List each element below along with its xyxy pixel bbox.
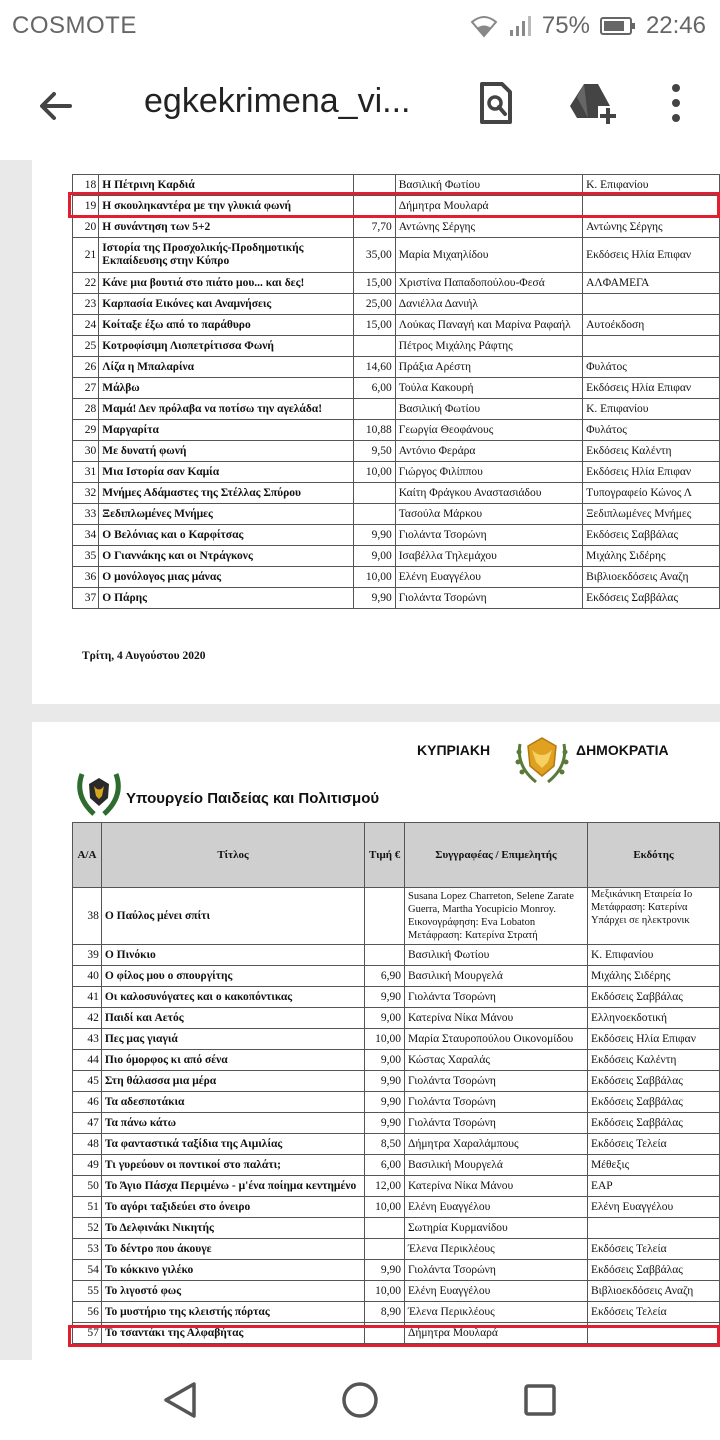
cell-title: Το τσαντάκι της Αλφαβήτας xyxy=(101,1323,364,1344)
header-publisher: Εκδότης xyxy=(587,823,719,888)
cell-title: Ο Παύλος μένει σπίτι xyxy=(101,888,364,945)
cell-publisher: Εκδόσεις Σαββάλας xyxy=(587,1092,719,1113)
cell-title: Η Πέτρινη Καρδιά xyxy=(99,175,354,196)
cell-price: 9,90 xyxy=(354,588,395,609)
highlight-box-row-57 xyxy=(68,1325,720,1347)
cell-publisher: Εκδόσεις Τελεία xyxy=(587,1239,719,1260)
more-options-icon[interactable] xyxy=(664,80,688,126)
cell-author: Κατερίνα Νίκα Μάνου xyxy=(404,1176,587,1197)
cell-price: 10,00 xyxy=(365,1281,405,1302)
cell-num: 27 xyxy=(73,378,99,399)
cell-publisher: Ελληνοεκδοτική xyxy=(587,1008,719,1029)
cell-price: 15,00 xyxy=(354,273,395,294)
cell-author: Γιολάντα Τσορώνη xyxy=(395,588,582,609)
cell-num: 38 xyxy=(73,888,102,945)
cell-price: 10,00 xyxy=(354,567,395,588)
cell-price: 6,00 xyxy=(365,1155,405,1176)
cell-num: 33 xyxy=(73,504,99,525)
cell-publisher: Εκδόσεις Σαββάλας xyxy=(587,987,719,1008)
cell-author: Γιολάντα Τσορώνη xyxy=(395,525,582,546)
cell-price xyxy=(354,336,395,357)
table-row xyxy=(73,315,720,336)
cell-price xyxy=(365,945,405,966)
table-row xyxy=(73,1218,720,1239)
cell-num: 35 xyxy=(73,546,99,567)
cell-price: 8,90 xyxy=(365,1302,405,1323)
cell-publisher: Εκδόσεις Σαββάλας xyxy=(587,1260,719,1281)
table-row xyxy=(73,238,720,273)
cell-title: Το λιγοστό φως xyxy=(101,1281,364,1302)
cell-publisher: Φυλάτος xyxy=(583,357,720,378)
cell-title: Ο Βελόνιας και ο Καρφίτσας xyxy=(99,525,354,546)
table-row xyxy=(73,1029,720,1050)
cell-num: 21 xyxy=(73,238,99,273)
table-row xyxy=(73,1050,720,1071)
header-aa: Α/Α xyxy=(73,823,102,888)
cell-num: 52 xyxy=(73,1218,102,1239)
cell-author: Ισαβέλλα Τηλεμάχου xyxy=(395,546,582,567)
cell-publisher: Ελένη Ευαγγέλου xyxy=(587,1197,719,1218)
table-row xyxy=(73,1302,720,1323)
cell-title: Κοτροφίσιμη Λιοπετρίτισσα Φωνή xyxy=(99,336,354,357)
books-table-page-1 xyxy=(72,174,720,609)
cell-price: 10,00 xyxy=(365,1029,405,1050)
cell-author: Γιολάντα Τσορώνη xyxy=(404,1260,587,1281)
wifi-icon xyxy=(470,14,498,38)
cell-publisher: Εκδόσεις Ηλία Επιφαν xyxy=(583,462,720,483)
cell-author: Χριστίνα Παπαδοπούλου-Φεσά xyxy=(395,273,582,294)
cell-num: 45 xyxy=(73,1071,102,1092)
table-row xyxy=(73,420,720,441)
cell-publisher: Μεξικάνικη Εταιρεία Ιο Μετάφραση: Κατερίνα Υπάρχει σε ηλεκτρονικ xyxy=(587,888,719,945)
cell-title: Η σκουληκαντέρα με την γλυκιά φωνή xyxy=(99,196,354,217)
cell-title: Πες μας γιαγιά xyxy=(101,1029,364,1050)
find-in-page-icon[interactable] xyxy=(476,80,516,126)
cell-title: Ξεδιπλωμένες Μνήμες xyxy=(99,504,354,525)
document-date: Τρίτη, 4 Αυγούστου 2020 xyxy=(82,650,206,662)
cell-num: 54 xyxy=(73,1260,102,1281)
cell-num: 43 xyxy=(73,1029,102,1050)
table-row xyxy=(73,483,720,504)
cell-num: 31 xyxy=(73,462,99,483)
cell-price: 9,90 xyxy=(354,525,395,546)
nav-back-icon[interactable] xyxy=(160,1380,200,1420)
cell-publisher: Εκδόσεις Ηλία Επιφαν xyxy=(583,378,720,399)
clock: 22:46 xyxy=(645,12,706,39)
table-row xyxy=(73,1155,720,1176)
cell-num: 29 xyxy=(73,420,99,441)
signal-icon xyxy=(508,14,532,38)
header-kypriaki: ΚΥΠΡΙΑΚΗ xyxy=(417,742,491,758)
system-navigation-bar xyxy=(0,1360,720,1440)
cell-author: Susana Lopez Charreton, Selene Zarate Guerra, Martha Yocupicio Monroy. Εικονογράφηση: Eva Lobaton Μετάφραση: Κατερίνα Στρατή xyxy=(404,888,587,945)
cell-publisher: Μέθεξις xyxy=(587,1155,719,1176)
cell-author: Κατερίνα Νίκα Μάνου xyxy=(404,1008,587,1029)
cell-author: Βασιλική Φωτίου xyxy=(395,399,582,420)
cell-num: 50 xyxy=(73,1176,102,1197)
table-row xyxy=(73,399,720,420)
cell-price: 7,70 xyxy=(354,217,395,238)
cell-author: Μαρία Σταυροπούλου Οικονομίδου xyxy=(404,1029,587,1050)
cell-price: 9,00 xyxy=(365,1008,405,1029)
table-row xyxy=(73,273,720,294)
carrier-name: COSMOTE xyxy=(12,12,137,39)
table-row xyxy=(73,504,720,525)
cell-num: 56 xyxy=(73,1302,102,1323)
cell-price: 10,88 xyxy=(354,420,395,441)
table-row xyxy=(73,462,720,483)
cell-title: Λίζα η Μπαλαρίνα xyxy=(99,357,354,378)
cell-publisher: Αυτοέκδοση xyxy=(583,315,720,336)
cell-title: Το μυστήριο της κλειστής πόρτας xyxy=(101,1302,364,1323)
table-row xyxy=(73,441,720,462)
cell-author: Ελένη Ευαγγέλου xyxy=(395,567,582,588)
cell-author: Γιώργος Φιλίππου xyxy=(395,462,582,483)
cell-title: Τι γυρεύουν οι ποντικοί στο παλάτι; xyxy=(101,1155,364,1176)
cell-num: 22 xyxy=(73,273,99,294)
cell-author: Βασιλική Φωτίου xyxy=(395,175,582,196)
table-row xyxy=(73,546,720,567)
cell-author: Καίτη Φράγκου Αναστασιάδου xyxy=(395,483,582,504)
cell-num: 37 xyxy=(73,588,99,609)
cell-title: Το Άγιο Πάσχα Περιμένω - μ'ένα ποίημα κεντημένο xyxy=(101,1176,364,1197)
table-row xyxy=(73,1071,720,1092)
cell-author: Μαρία Μιχαηλίδου xyxy=(395,238,582,273)
cell-price: 9,90 xyxy=(365,1071,405,1092)
cell-title: Τα αδεσποτάκια xyxy=(101,1092,364,1113)
nav-home-icon[interactable] xyxy=(340,1380,380,1420)
cell-publisher: Εκδόσεις Καλέντη xyxy=(583,441,720,462)
cell-title: Οι καλοσυνόγατες και ο κακοπόντικας xyxy=(101,987,364,1008)
highlight-box-row-19 xyxy=(68,192,720,218)
cell-num: 48 xyxy=(73,1134,102,1155)
cell-price xyxy=(365,888,405,945)
cell-price: 8,50 xyxy=(365,1134,405,1155)
table-row xyxy=(73,1197,720,1218)
app-toolbar xyxy=(0,52,720,160)
cell-price: 9,90 xyxy=(365,1113,405,1134)
cell-title: Το αγόρι ταξιδεύει στο όνειρο xyxy=(101,1197,364,1218)
cell-num: 39 xyxy=(73,945,102,966)
cell-author: Δήμητρα Μουλαρά xyxy=(404,1323,587,1344)
cell-author: Τασούλα Μάρκου xyxy=(395,504,582,525)
cell-title: Μνήμες Αδάμαστες της Στέλλας Σπύρου xyxy=(99,483,354,504)
cell-publisher: Εκδόσεις Σαββάλας xyxy=(587,1071,719,1092)
cell-price: 12,00 xyxy=(365,1176,405,1197)
cell-title: Κοίταξε έξω από το παράθυρο xyxy=(99,315,354,336)
cell-num: 19 xyxy=(73,196,99,217)
table-row xyxy=(73,336,720,357)
cell-publisher: Ξεδιπλωμένες Μνήμες xyxy=(583,504,720,525)
pdf-page-2 xyxy=(32,722,720,1360)
cell-price: 9,90 xyxy=(365,1092,405,1113)
table-row xyxy=(73,1092,720,1113)
table-row xyxy=(73,966,720,987)
cell-author: Αντόνιο Φεράρα xyxy=(395,441,582,462)
cell-publisher: Μιχάλης Σιδέρης xyxy=(587,966,719,987)
cell-author: Έλενα Περικλέους xyxy=(404,1239,587,1260)
cell-num: 55 xyxy=(73,1281,102,1302)
cell-publisher: Εκδόσεις Καλέντη xyxy=(587,1050,719,1071)
pdf-viewer[interactable] xyxy=(0,160,720,1360)
cell-author: Γεωργία Θεοφάνους xyxy=(395,420,582,441)
cell-price xyxy=(365,1218,405,1239)
books-table-page-2 xyxy=(72,822,720,1344)
cell-price: 9,00 xyxy=(365,1050,405,1071)
cell-author: Γιολάντα Τσορώνη xyxy=(404,987,587,1008)
ministry-emblem-logo xyxy=(72,766,126,820)
cell-price: 15,00 xyxy=(354,315,395,336)
cell-title: Μάλβω xyxy=(99,378,354,399)
ministry-name: Υπουργείο Παιδείας και Πολιτισμού xyxy=(126,790,380,807)
status-icons xyxy=(470,12,706,40)
header-author: Συγγραφέας / Επιμελητής xyxy=(404,823,587,888)
cell-price: 10,00 xyxy=(354,462,395,483)
table-row xyxy=(73,1239,720,1260)
cell-title: Κάνε μια βουτιά στο πιάτο μου... και δες! xyxy=(99,273,354,294)
cell-num: 34 xyxy=(73,525,99,546)
back-arrow-icon[interactable] xyxy=(34,84,78,128)
table-row xyxy=(73,567,720,588)
cell-price: 9,00 xyxy=(354,546,395,567)
table-row xyxy=(73,357,720,378)
cell-publisher xyxy=(587,1218,719,1239)
cell-publisher: Φυλάτος xyxy=(583,420,720,441)
cell-author: Τούλα Κακουρή xyxy=(395,378,582,399)
cell-author: Έλενα Περικλέους xyxy=(404,1302,587,1323)
cell-title: Καρπασία Εικόνες και Αναμνήσεις xyxy=(99,294,354,315)
status-bar xyxy=(0,0,720,50)
cell-publisher: Εκδόσεις Σαββάλας xyxy=(583,588,720,609)
header-title: Τίτλος xyxy=(101,823,364,888)
add-to-drive-icon[interactable] xyxy=(568,80,618,126)
cell-author: Δήμητρα Χαραλάμπους xyxy=(404,1134,587,1155)
cell-title: Πιο όμορφος κι από σένα xyxy=(101,1050,364,1071)
cell-num: 44 xyxy=(73,1050,102,1071)
table-row xyxy=(73,1260,720,1281)
cell-publisher xyxy=(583,294,720,315)
table-row xyxy=(73,945,720,966)
cell-num: 30 xyxy=(73,441,99,462)
header-price: Τιμή € xyxy=(365,823,405,888)
cell-title: Παιδί και Αετός xyxy=(101,1008,364,1029)
cell-publisher: Εκδόσεις Σαββάλας xyxy=(583,525,720,546)
cell-num: 24 xyxy=(73,315,99,336)
cell-price xyxy=(354,504,395,525)
table-row xyxy=(73,987,720,1008)
cell-price: 14,60 xyxy=(354,357,395,378)
table-row xyxy=(73,1134,720,1155)
cell-num: 26 xyxy=(73,357,99,378)
table-row xyxy=(73,525,720,546)
cell-num: 18 xyxy=(73,175,99,196)
cell-title: Ιστορία της Προσχολικής-Προδημοτικής Εκπαίδευσης στην Κύπρο xyxy=(99,238,354,273)
cell-publisher: Κ. Επιφανίου xyxy=(587,945,719,966)
cyprus-coat-of-arms-logo xyxy=(510,732,574,788)
cell-num: 20 xyxy=(73,217,99,238)
cell-price xyxy=(354,399,395,420)
cell-price: 9,50 xyxy=(354,441,395,462)
cell-price xyxy=(354,483,395,504)
cell-title: Μαμά! Δεν πρόλαβα να ποτίσω την αγελάδα! xyxy=(99,399,354,420)
cell-price: 6,90 xyxy=(365,966,405,987)
cell-price: 25,00 xyxy=(354,294,395,315)
cell-num: 46 xyxy=(73,1092,102,1113)
cell-publisher: ΕΑΡ xyxy=(587,1176,719,1197)
cell-author: Γιολάντα Τσορώνη xyxy=(404,1092,587,1113)
cell-publisher: Βιβλιοεκδόσεις Αναζη xyxy=(587,1281,719,1302)
cell-title: Με δυνατή φωνή xyxy=(99,441,354,462)
table-row xyxy=(73,1281,720,1302)
cell-publisher: Κ. Επιφανίου xyxy=(583,175,720,196)
cell-num: 36 xyxy=(73,567,99,588)
cell-publisher: Εκδόσεις Ηλία Επιφαν xyxy=(587,1029,719,1050)
cell-num: 53 xyxy=(73,1239,102,1260)
cell-num: 57 xyxy=(73,1323,102,1344)
cell-num: 23 xyxy=(73,294,99,315)
cell-title: Τα πάνω κάτω xyxy=(101,1113,364,1134)
cell-author: Γιολάντα Τσορώνη xyxy=(404,1113,587,1134)
cell-title: Ο μονόλογος μιας μάνας xyxy=(99,567,354,588)
battery-icon xyxy=(600,16,636,36)
document-title: egkekrimena_vi... xyxy=(144,82,411,120)
table-row xyxy=(73,888,720,945)
cell-author: Λούκας Παναγή και Μαρίνα Ραφαήλ xyxy=(395,315,582,336)
cell-price: 9,90 xyxy=(365,1260,405,1281)
cell-title: Μαργαρίτα xyxy=(99,420,354,441)
cell-author: Βασιλική Μουργελά xyxy=(404,1155,587,1176)
cell-title: Το Δελφινάκι Νικητής xyxy=(101,1218,364,1239)
table-row xyxy=(73,294,720,315)
cell-title: Ο Γιαννάκης και οι Ντράγκονς xyxy=(99,546,354,567)
cell-author: Βασιλική Φωτίου xyxy=(404,945,587,966)
pdf-page-1 xyxy=(32,160,720,704)
nav-recents-icon[interactable] xyxy=(520,1380,560,1420)
table-row xyxy=(73,1113,720,1134)
cell-author: Δήμητρα Μουλαρά xyxy=(395,196,582,217)
cell-title: Η συνάντηση των 5+2 xyxy=(99,217,354,238)
cell-publisher: Εκδόσεις Σαββάλας xyxy=(587,1113,719,1134)
cell-author: Ελένη Ευαγγέλου xyxy=(404,1197,587,1218)
cell-publisher: Βιβλιοεκδόσεις Αναζη xyxy=(583,567,720,588)
cell-title: Μια Ιστορία σαν Καμία xyxy=(99,462,354,483)
cell-num: 51 xyxy=(73,1197,102,1218)
cell-author: Πέτρος Μιχάλης Ράφτης xyxy=(395,336,582,357)
table-row xyxy=(73,588,720,609)
cell-price: 35,00 xyxy=(354,238,395,273)
cell-title: Ο φίλος μου ο σπουργίτης xyxy=(101,966,364,987)
cell-price: 6,00 xyxy=(354,378,395,399)
cell-num: 25 xyxy=(73,336,99,357)
cell-author: Αντώνης Σέργης xyxy=(395,217,582,238)
cell-author: Δανιέλλα Δανιήλ xyxy=(395,294,582,315)
cell-num: 32 xyxy=(73,483,99,504)
cell-num: 40 xyxy=(73,966,102,987)
table-row xyxy=(73,378,720,399)
cell-publisher: Εκδόσεις Τελεία xyxy=(587,1134,719,1155)
cell-price: 9,90 xyxy=(365,987,405,1008)
header-dimokratia: ΔΗΜΟΚΡΑΤΙΑ xyxy=(576,742,669,758)
cell-price xyxy=(365,1239,405,1260)
cell-publisher: ΑΛΦΑΜΕΓΑ xyxy=(583,273,720,294)
cell-author: Γιολάντα Τσορώνη xyxy=(404,1071,587,1092)
cell-title: Ο Πινόκιο xyxy=(101,945,364,966)
cell-publisher: Εκδόσεις Τελεία xyxy=(587,1302,719,1323)
cell-author: Πράξια Αρέστη xyxy=(395,357,582,378)
cell-publisher: Εκδόσεις Ηλία Επιφαν xyxy=(583,238,720,273)
cell-publisher: Αντώνης Σέργης xyxy=(583,217,720,238)
cell-num: 41 xyxy=(73,987,102,1008)
cell-title: Το δέντρο που άκουγε xyxy=(101,1239,364,1260)
cell-num: 49 xyxy=(73,1155,102,1176)
cell-title: Το κόκκινο γιλέκο xyxy=(101,1260,364,1281)
cell-author: Σωτηρία Κυρμανίδου xyxy=(404,1218,587,1239)
cell-title: Στη θάλασσα μια μέρα xyxy=(101,1071,364,1092)
table-row xyxy=(73,217,720,238)
cell-author: Ελένη Ευαγγέλου xyxy=(404,1281,587,1302)
cell-publisher: Μιχάλης Σιδέρης xyxy=(583,546,720,567)
table-row xyxy=(73,1176,720,1197)
battery-percent: 75% xyxy=(541,12,590,39)
cell-num: 47 xyxy=(73,1113,102,1134)
cell-publisher xyxy=(583,336,720,357)
cell-author: Κώστας Χαραλάς xyxy=(404,1050,587,1071)
table-row xyxy=(73,1008,720,1029)
cell-title: Ο Πάρης xyxy=(99,588,354,609)
cell-author: Βασιλική Μουργελά xyxy=(404,966,587,987)
cell-price: 10,00 xyxy=(365,1197,405,1218)
cell-publisher: Τυπογραφείο Κώνος Λ xyxy=(583,483,720,504)
cell-title: Τα φανταστικά ταξίδια της Αιμιλίας xyxy=(101,1134,364,1155)
cell-num: 42 xyxy=(73,1008,102,1029)
cell-publisher: Κ. Επιφανίου xyxy=(583,399,720,420)
cell-num: 28 xyxy=(73,399,99,420)
